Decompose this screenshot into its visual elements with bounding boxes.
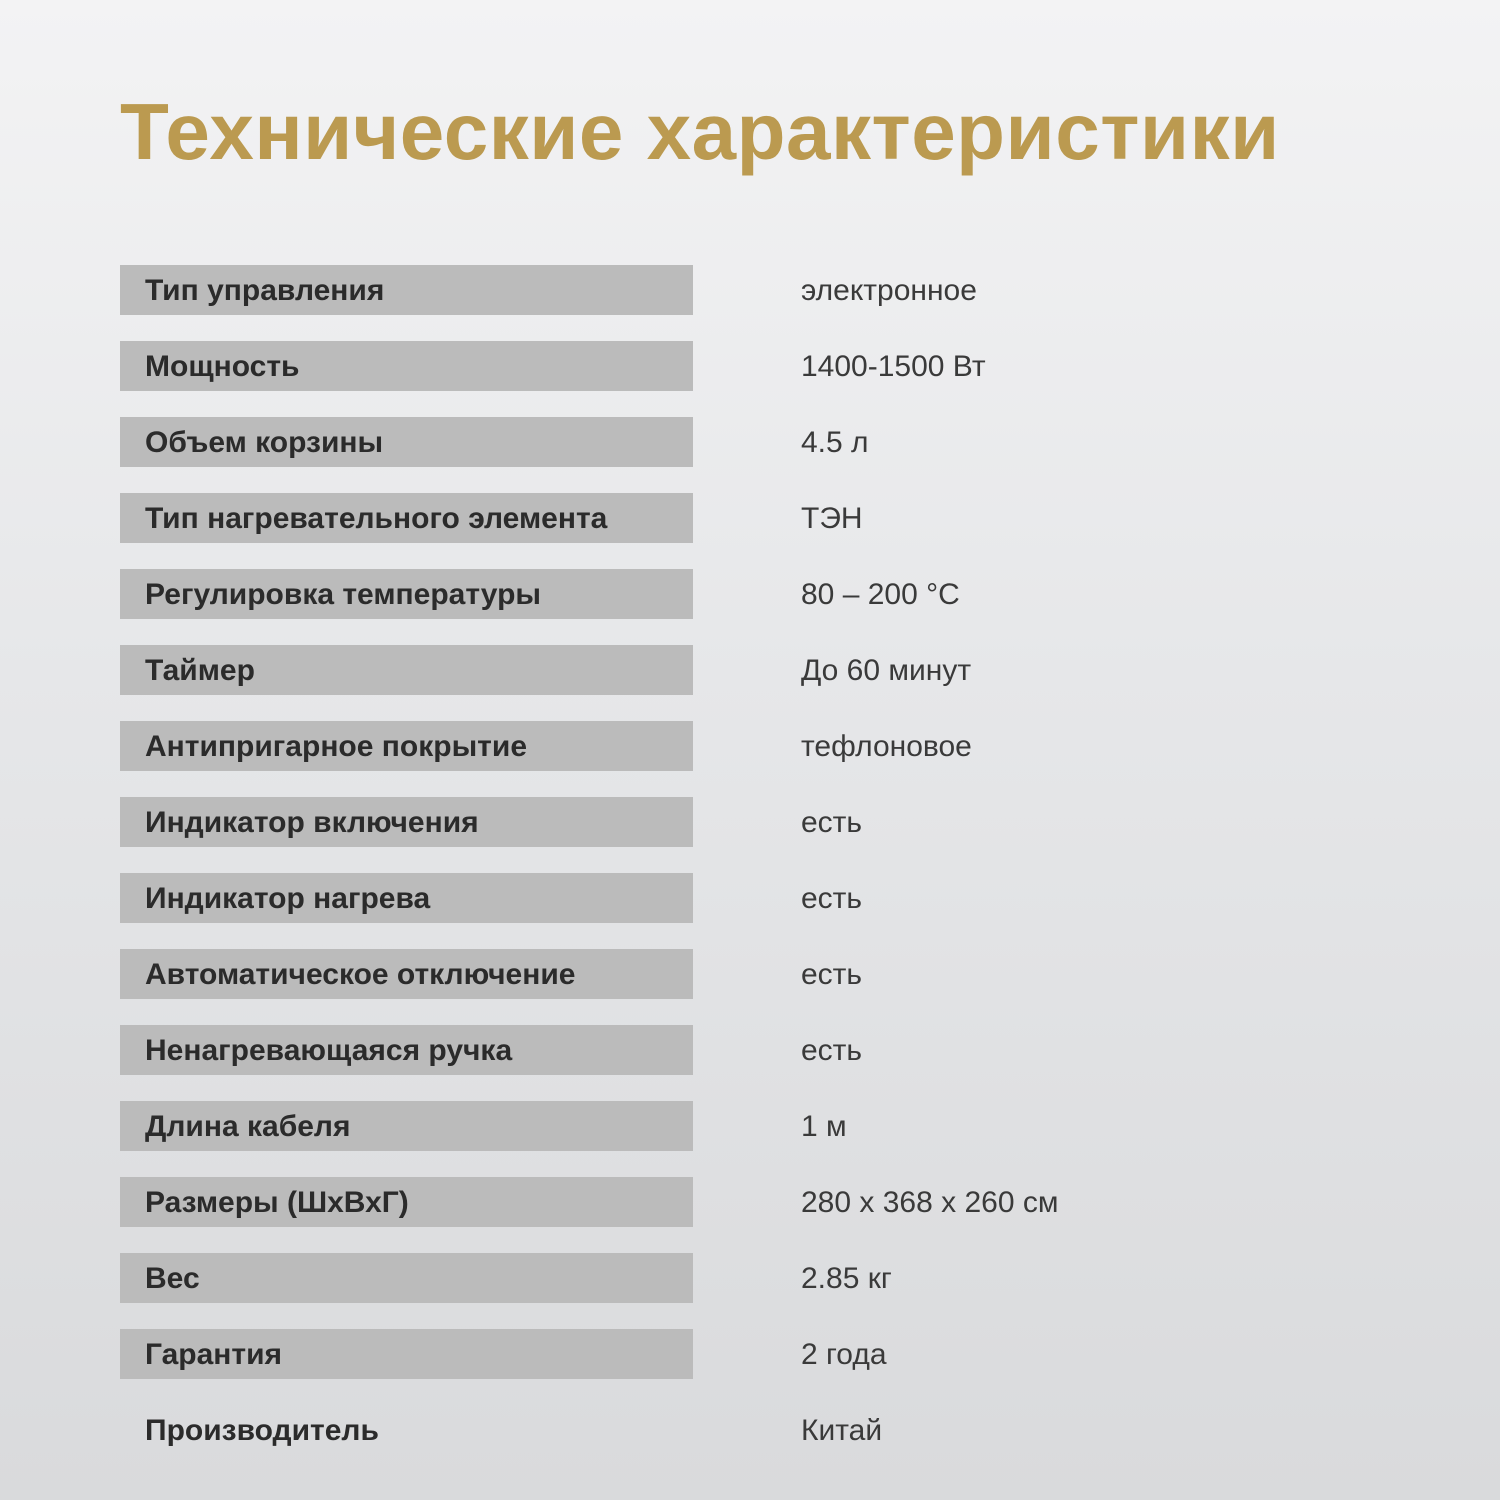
spec-label: Тип управления <box>120 265 693 315</box>
spec-value: электронное <box>801 274 977 307</box>
spec-label: Тип нагревательного элемента <box>120 493 693 543</box>
spec-row <box>120 1253 1380 1303</box>
spec-row <box>120 721 1380 771</box>
spec-row <box>120 1101 1380 1151</box>
spec-row <box>120 1177 1380 1227</box>
spec-row <box>120 645 1380 695</box>
spec-value: 2 года <box>801 1338 887 1371</box>
spec-label: Длина кабеля <box>120 1101 693 1151</box>
spec-value: Китай <box>801 1414 883 1447</box>
spec-label: Антипригарное покрытие <box>120 721 693 771</box>
spec-value: До 60 минут <box>801 654 972 687</box>
spec-value: 280 х 368 х 260 см <box>801 1186 1059 1219</box>
spec-label: Индикатор нагрева <box>120 873 693 923</box>
spec-value: ТЭН <box>801 502 863 535</box>
spec-row <box>120 873 1380 923</box>
spec-label: Таймер <box>120 645 693 695</box>
spec-label: Объем корзины <box>120 417 693 467</box>
spec-label: Производитель <box>145 1414 379 1447</box>
spec-value: есть <box>801 958 863 991</box>
spec-row <box>120 493 1380 543</box>
spec-value: 1 м <box>801 1110 847 1143</box>
spec-row <box>120 1025 1380 1075</box>
spec-value: 80 – 200 °С <box>801 578 960 611</box>
spec-label: Автоматическое отключение <box>120 949 693 999</box>
spec-value: 2.85 кг <box>801 1262 892 1295</box>
spec-value: есть <box>801 806 863 839</box>
spec-value: 1400-1500 Вт <box>801 350 986 383</box>
spec-label: Размеры (ШхВхГ) <box>120 1177 693 1227</box>
spec-value: есть <box>801 1034 863 1067</box>
spec-value: 4.5 л <box>801 426 869 459</box>
spec-row <box>120 797 1380 847</box>
spec-label: Вес <box>120 1253 693 1303</box>
spec-row <box>120 1329 1380 1379</box>
spec-row <box>120 949 1380 999</box>
spec-value: есть <box>801 882 863 915</box>
spec-label: Регулировка температуры <box>120 569 693 619</box>
spec-label: Ненагревающаяся ручка <box>120 1025 693 1075</box>
spec-row <box>120 1405 1380 1455</box>
spec-label: Гарантия <box>120 1329 693 1379</box>
spec-label: Индикатор включения <box>120 797 693 847</box>
spec-row <box>120 417 1380 467</box>
spec-row <box>120 341 1380 391</box>
spec-label: Мощность <box>120 341 693 391</box>
spec-table <box>120 265 1380 1455</box>
spec-row <box>120 265 1380 315</box>
page-title: Технические характеристики <box>120 87 1280 176</box>
spec-value: тефлоновое <box>801 730 972 763</box>
spec-row <box>120 569 1380 619</box>
